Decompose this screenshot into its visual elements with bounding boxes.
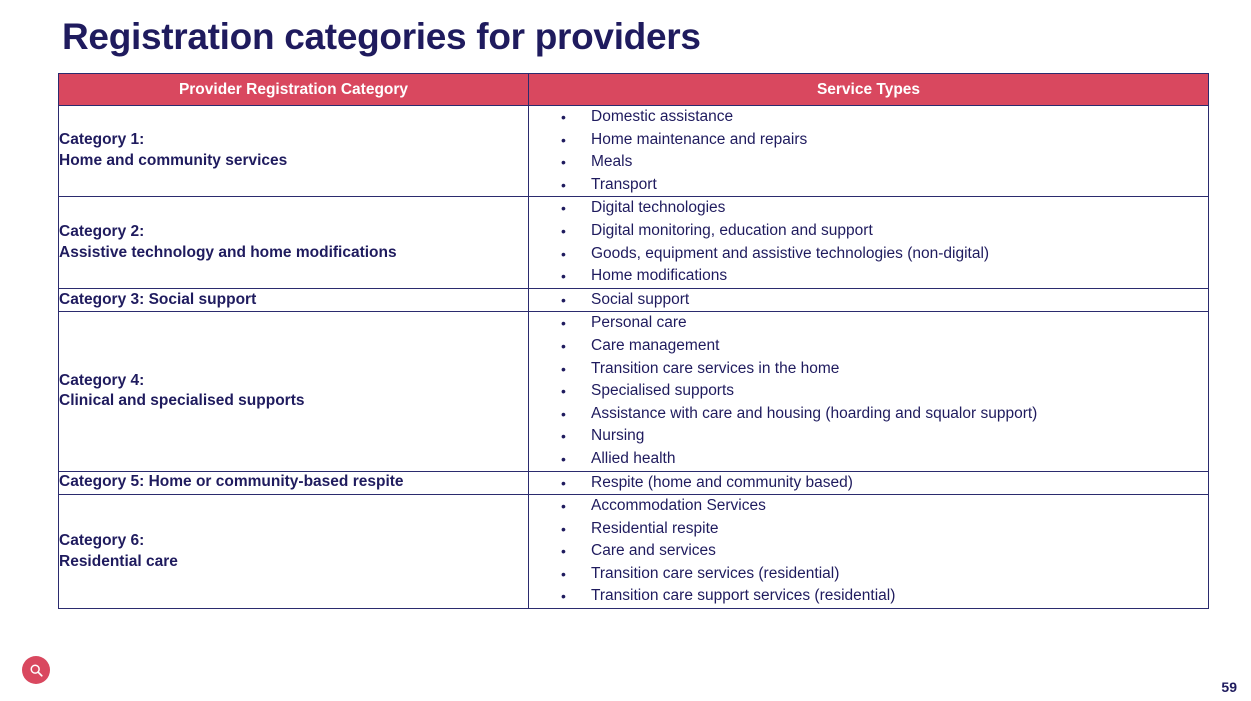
list-item: • Social support xyxy=(529,289,1208,312)
list-item: • Meals xyxy=(529,151,1208,174)
list-item: • Home modifications xyxy=(529,265,1208,288)
page-number: 59 xyxy=(1221,679,1237,695)
service-list xyxy=(529,106,1208,196)
service-list xyxy=(529,472,1208,495)
list-item: • Respite (home and community based) xyxy=(529,472,1208,495)
table-row xyxy=(59,495,1209,609)
list-item: • Digital monitoring, education and support xyxy=(529,220,1208,243)
service-types-cell xyxy=(529,106,1209,197)
category-cell xyxy=(59,471,529,495)
category-cell xyxy=(59,197,529,288)
registration-categories-table xyxy=(58,73,1209,609)
list-item: • Digital technologies xyxy=(529,197,1208,220)
category-label-line2: Assistive technology and home modifications xyxy=(59,243,397,261)
list-item: • Accommodation Services xyxy=(529,495,1208,518)
category-cell xyxy=(59,495,529,609)
table-row xyxy=(59,288,1209,312)
table-header-row xyxy=(59,74,1209,106)
page-title: Registration categories for providers xyxy=(62,16,701,57)
category-cell xyxy=(59,288,529,312)
list-item: • Transport xyxy=(529,174,1208,197)
column-header-category: Provider Registration Category xyxy=(59,74,529,106)
list-item: • Assistance with care and housing (hoarding and squalor support) xyxy=(529,403,1208,426)
table-row xyxy=(59,197,1209,288)
category-cell xyxy=(59,312,529,471)
column-header-service-types: Service Types xyxy=(529,74,1209,106)
service-list xyxy=(529,289,1208,312)
list-item: • Specialised supports xyxy=(529,380,1208,403)
category-label-line1: Category 5: Home or community-based respite xyxy=(59,473,404,491)
category-label-line2: Clinical and specialised supports xyxy=(59,392,305,410)
table-row xyxy=(59,106,1209,197)
list-item: • Domestic assistance xyxy=(529,106,1208,129)
search-icon xyxy=(29,663,44,678)
list-item: • Transition care services (residential) xyxy=(529,563,1208,586)
list-item: • Transition care support services (residential) xyxy=(529,585,1208,608)
category-label-line2: Residential care xyxy=(59,552,178,570)
category-label-line1: Category 1: xyxy=(59,131,145,149)
search-badge[interactable] xyxy=(22,656,50,684)
list-item: • Home maintenance and repairs xyxy=(529,129,1208,152)
service-types-cell xyxy=(529,288,1209,312)
table-row xyxy=(59,312,1209,471)
category-label-line1: Category 4: xyxy=(59,371,145,389)
list-item: • Care and services xyxy=(529,540,1208,563)
service-types-cell xyxy=(529,312,1209,471)
list-item: • Allied health xyxy=(529,448,1208,471)
list-item: • Nursing xyxy=(529,425,1208,448)
category-label-line1: Category 3: Social support xyxy=(59,290,257,308)
category-label-line1: Category 6: xyxy=(59,531,145,549)
service-types-cell xyxy=(529,495,1209,609)
list-item: • Transition care services in the home xyxy=(529,358,1208,381)
list-item: • Goods, equipment and assistive technologies (non-digital) xyxy=(529,243,1208,266)
category-label-line1: Category 2: xyxy=(59,222,145,240)
service-list xyxy=(529,312,1208,470)
service-types-cell xyxy=(529,471,1209,495)
list-item: • Personal care xyxy=(529,312,1208,335)
list-item: • Care management xyxy=(529,335,1208,358)
service-list xyxy=(529,495,1208,608)
service-types-cell xyxy=(529,197,1209,288)
table-row xyxy=(59,471,1209,495)
category-cell xyxy=(59,106,529,197)
list-item: • Residential respite xyxy=(529,518,1208,541)
category-label-line2: Home and community services xyxy=(59,152,288,170)
service-list xyxy=(529,197,1208,287)
